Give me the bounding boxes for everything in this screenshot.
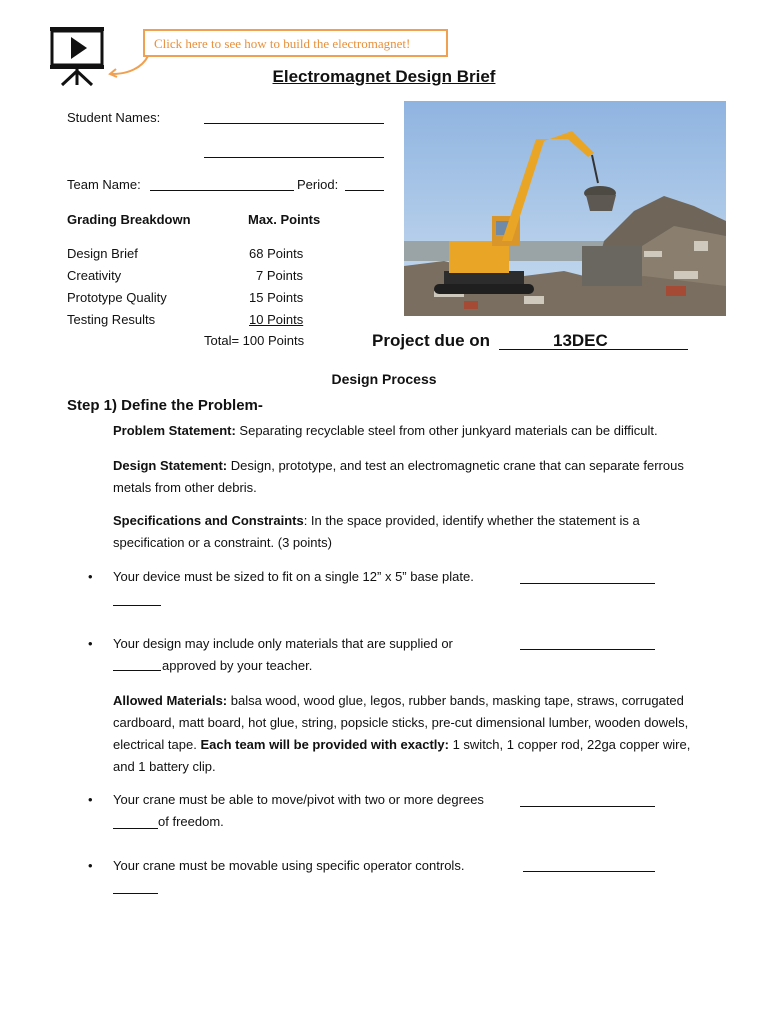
- page-title: Electromagnet Design Brief: [272, 67, 496, 86]
- bullet-text: Your device must be sized to fit on a single 12” x 5” base plate.: [113, 569, 474, 584]
- bullet-icon: •: [88, 569, 93, 584]
- provided-text: 1 switch, 1 copper rod, 22ga copper wire, and 1 battery clip.: [113, 737, 691, 774]
- grading-header-left: Grading Breakdown: [67, 212, 191, 227]
- answer-line[interactable]: [523, 871, 655, 872]
- excavator-scrap-yard-photo: [404, 101, 726, 316]
- allowed-materials-label: Allowed Materials:: [113, 693, 228, 708]
- answer-line-cont[interactable]: [113, 605, 161, 606]
- bullet-text: Your design may include only materials that are supplied or: [113, 636, 453, 651]
- how-to-build-callout-link[interactable]: [143, 29, 448, 57]
- project-due-value: 13DEC: [553, 331, 608, 350]
- answer-line[interactable]: [520, 649, 655, 650]
- project-due-label: Project due on: [372, 331, 491, 350]
- allowed-materials-paragraph: [113, 690, 703, 778]
- design-process-heading: Design Process: [331, 371, 437, 387]
- grading-label: Creativity: [67, 268, 122, 283]
- specifications-label: Specifications and Constraints: [113, 513, 304, 528]
- grading-points: 68 Points: [249, 246, 304, 261]
- allowed-materials-text: balsa wood, wood glue, legos, rubber bands, masking tape, straws, corrugated cardboard, matt board, hot glue, string, popsicle sticks, pre-cut dimensional lumber, wooden dowels, electrical tape.: [113, 693, 689, 752]
- answer-line[interactable]: [520, 806, 655, 807]
- bullet-text: Your crane must be able to move/pivot with two or more degrees: [113, 792, 484, 807]
- specifications-paragraph: [113, 510, 688, 554]
- callout-text: Click here to see how to build the electromagnet!: [154, 36, 411, 51]
- student-name-line-1[interactable]: [204, 123, 384, 124]
- bullet-continuation: of freedom.: [158, 814, 224, 829]
- grading-points: 7 Points: [256, 268, 303, 283]
- problem-statement-text: Separating recyclable steel from other junkyard materials can be difficult.: [235, 423, 658, 438]
- grading-points: 15 Points: [249, 290, 304, 305]
- student-name-line-2[interactable]: [204, 157, 384, 158]
- period-line[interactable]: [345, 190, 384, 191]
- grading-label: Design Brief: [67, 246, 138, 261]
- bullet-text: Your crane must be movable using specific operator controls.: [113, 858, 465, 873]
- period-label: Period:: [297, 177, 339, 192]
- grading-label: Testing Results: [67, 312, 156, 327]
- bullet-continuation: approved by your teacher.: [162, 658, 313, 673]
- answer-line-cont[interactable]: [113, 670, 161, 671]
- provided-label: Each team will be provided with exactly:: [200, 737, 449, 752]
- grading-points: 10 Points: [249, 312, 304, 327]
- team-name-line[interactable]: [150, 190, 294, 191]
- answer-line[interactable]: [520, 583, 655, 584]
- grading-header-right: Max. Points: [248, 212, 321, 227]
- bullet-icon: •: [88, 636, 93, 651]
- specifications-text: : In the space provided, identify whether the statement is a specification or a constraint. (3 points): [113, 513, 640, 550]
- bullet-icon: •: [88, 858, 93, 873]
- grading-label: Prototype Quality: [67, 290, 167, 305]
- design-statement-text: Design, prototype, and test an electromagnetic crane that can separate ferrous metals from other debris.: [113, 458, 684, 495]
- step-1-heading: Step 1) Define the Problem-: [67, 397, 263, 414]
- design-statement-label: Design Statement:: [113, 458, 228, 473]
- design-statement: [113, 455, 693, 499]
- student-names-label: Student Names:: [67, 110, 161, 125]
- problem-statement-label: Problem Statement:: [113, 423, 236, 438]
- answer-line-cont[interactable]: [113, 828, 158, 829]
- team-name-label: Team Name:: [67, 177, 141, 192]
- answer-line-cont[interactable]: [113, 893, 158, 894]
- grading-total: Total= 100 Points: [204, 333, 305, 348]
- problem-statement: [113, 420, 713, 442]
- bullet-icon: •: [88, 792, 93, 807]
